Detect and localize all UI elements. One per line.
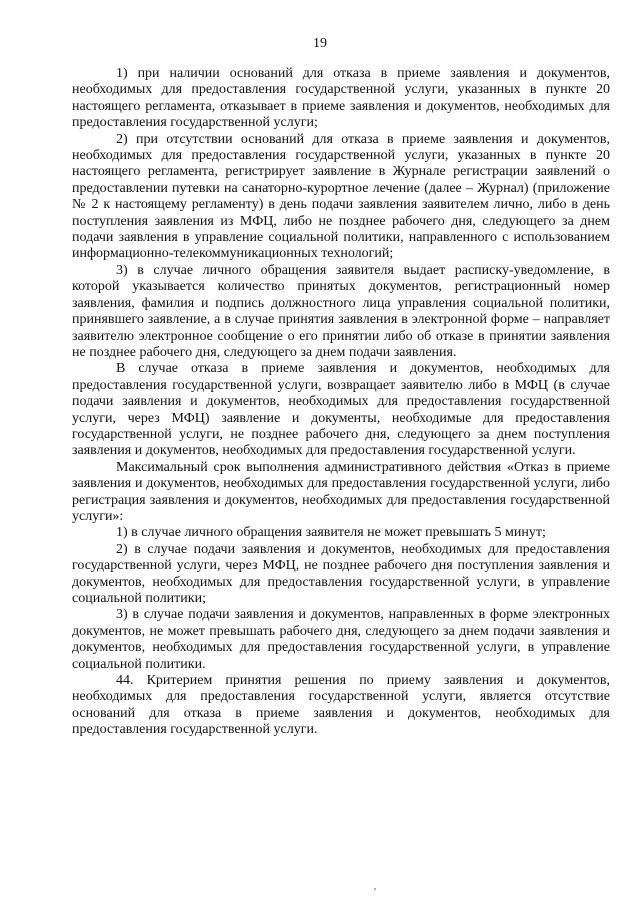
document-body [72, 66, 610, 739]
paragraph-refusal-return: В случае отказа в приеме заявления и документов, необходимых для предоставления государственной услуги, возвращает заявителю либо в МФЦ (в случае подачи заявления и документов, необходимых для предоставления государственной услуги, через МФЦ) заявление и документы, необходимые для предоставления государственной услуги, не позднее рабочего дня, следующего за днем поступления заявления и документов, необходимых для предоставления государственной услуги. [72, 361, 610, 459]
paragraph-item-2-registration: 2) при отсутствии оснований для отказа в приеме заявления и документов, необходимых для предоставления государственной услуги, указанных в пункте 20 настоящего регламента, регистрирует заявление в Журнале регистрации заявлений о предоставлении путевки на санаторно-курортное лечение (далее – Журнал) (приложение № 2 к настоящему регламенту) в день подачи заявления заявителем лично, либо в день поступления заявления из МФЦ, либо не позднее рабочего дня, следующего за днем подачи заявления в управление социальной политики, направленного с использованием информационно-телекоммуникационных технологий; [72, 131, 610, 262]
paragraph-max-term: Максимальный срок выполнения административного действия «Отказ в приеме заявления и документов, необходимых для предоставления государственной услуги, либо регистрация заявления и документов, необходимых для предоставления государственной услуги»: [72, 459, 610, 524]
paragraph-item-3-receipt: 3) в случае личного обращения заявителя выдает расписку-уведомление, в которой указывается количество принятых документов, регистрационный номер заявления, фамилия и подпись должностного лица управления социальной политики, принявшего заявление, а в случае принятия заявления в электронной форме – направляет заявителю электронное сообщение о его принятии либо об отказе в принятии заявления не позднее рабочего дня, следующего за днем подачи заявления. [72, 262, 610, 360]
paragraph-44-criterion: 44. Критерием принятия решения по приему заявления и документов, необходимых для предоставления государственной услуги, является отсутствие оснований для отказа в приеме заявления и документов, необходимых для предоставления государственной услуги. [72, 673, 610, 738]
paragraph-item-1-refusal: 1) при наличии оснований для отказа в приеме заявления и документов, необходимых для предоставления государственной услуги, указанных в пункте 20 настоящего регламента, отказывает в приеме заявления и документов, необходимых для предоставления государственной услуги; [72, 66, 610, 131]
paragraph-term-2: 2) в случае подачи заявления и документов, необходимых для предоставления государственной услуги, через МФЦ, не позднее рабочего дня поступления заявления и документов, необходимых для предоставления государственной услуги, в управление социальной политики; [72, 541, 610, 606]
scan-speck [374, 888, 376, 890]
paragraph-term-1: 1) в случае личного обращения заявителя не может превышать 5 минут; [116, 525, 546, 541]
paragraph-term-3: 3) в случае подачи заявления и документов, направленных в форме электронных документов, не может превышать рабочего дня, следующего за днем подачи заявления и документов, необходимых для предоставления государственной услуги, в управление социальной политики. [72, 607, 610, 672]
page-number: 19 [313, 36, 327, 51]
